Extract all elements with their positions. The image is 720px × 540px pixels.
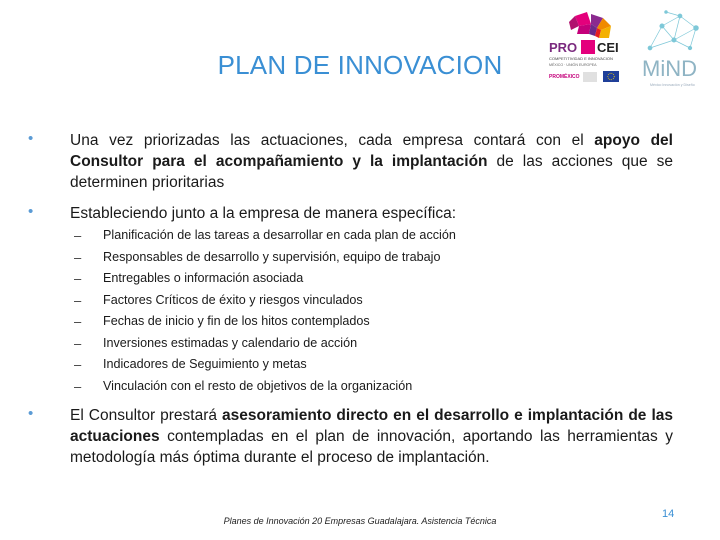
slide-title: PLAN DE INNOVACION bbox=[217, 50, 503, 80]
mind-wordmark: MiND bbox=[642, 56, 697, 81]
dash-icon: – bbox=[74, 378, 82, 394]
dash-icon: – bbox=[74, 292, 82, 308]
procei-cei-text: CEI bbox=[597, 40, 619, 55]
procei-line2: MÉXICO · UNIÓN EUROPEA bbox=[549, 63, 597, 67]
bullet-icon: • bbox=[28, 203, 34, 220]
procei-mosaic-icon bbox=[569, 12, 611, 38]
network-nodes-icon bbox=[648, 11, 698, 50]
procei-pro-text: PRO bbox=[549, 40, 578, 55]
dash-icon: – bbox=[74, 357, 82, 372]
bullet-text-3: El Consultor prestará asesoramiento directo en el desarrollo e implantación de las actuaciones contempladas en el plan de innovación, aportando las herramientas y metodología más óptima durante el proceso de implantación. bbox=[70, 407, 673, 466]
sub-list-item: – Planificación de las tareas a desarrollar en cada plan de acción bbox=[74, 228, 456, 243]
mind-logo bbox=[636, 8, 714, 92]
sub-list-item: – Factores Críticos de éxito y riesgos vinculados bbox=[74, 292, 363, 308]
sub-list-item: – Indicadores de Seguimiento y metas bbox=[74, 357, 307, 372]
bullet-text-2: Estableciendo junto a la empresa de manera específica: bbox=[70, 205, 457, 222]
procei-logo bbox=[547, 12, 631, 84]
mind-tagline: México Innovación y Diseño bbox=[650, 83, 695, 87]
sub-list-item: – Vinculación con el resto de objetivos de la organización bbox=[74, 378, 413, 394]
footer-text: Planes de Innovación 20 Empresas Guadalajara. Asistencia Técnica bbox=[223, 516, 497, 526]
dash-icon: – bbox=[74, 271, 82, 286]
page-number: 14 bbox=[662, 508, 675, 520]
eu-flag-icon bbox=[603, 71, 619, 82]
procei-line1: COMPETITIVIDAD E INNOVACION bbox=[549, 56, 613, 61]
sub-list-item: – Entregables o información asociada bbox=[74, 271, 304, 286]
promexico-text: PROMÉXICO bbox=[549, 74, 580, 80]
sub-list-item: – Fechas de inicio y fin de los hitos contemplados bbox=[74, 314, 370, 329]
sub-list-item: – Inversiones estimadas y calendario de acción bbox=[74, 335, 358, 351]
dash-icon: – bbox=[74, 249, 82, 265]
sub-list-item: – Responsables de desarrollo y supervisión, equipo de trabajo bbox=[74, 249, 441, 265]
bullet-icon: • bbox=[28, 130, 34, 147]
bullet-icon: • bbox=[28, 405, 34, 422]
dash-icon: – bbox=[74, 228, 82, 243]
bullet-text-1: Una vez priorizadas las actuaciones, cada empresa contará con el apoyo del Consultor para el acompañamiento y la implantación de las acciones que se determinen prioritarias bbox=[70, 132, 674, 191]
dash-icon: – bbox=[74, 335, 82, 351]
dash-icon: – bbox=[74, 314, 82, 329]
